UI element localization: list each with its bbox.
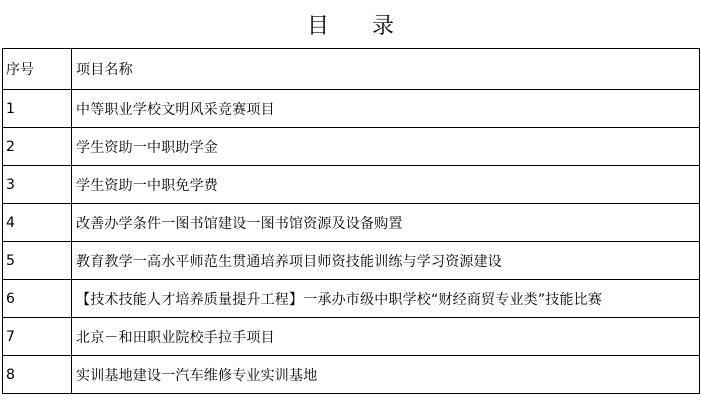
row-project-name: 中等职业学校文明风采竞赛项目 (72, 90, 700, 128)
header-project-name: 项目名称 (72, 49, 700, 90)
project-table (2, 48, 700, 394)
row-number: 6 (3, 280, 72, 318)
table-header-row (3, 49, 700, 90)
table-row (3, 166, 700, 204)
row-number: 4 (3, 204, 72, 242)
row-project-name: 【技术技能人才培养质量提升工程】一承办市级中职学校“财经商贸专业类”技能比赛 (72, 280, 700, 318)
row-project-name: 改善办学条件一图书馆建设一图书馆资源及设备购置 (72, 204, 700, 242)
row-number: 7 (3, 318, 72, 356)
table-row (3, 204, 700, 242)
table-row (3, 318, 700, 356)
row-number: 3 (3, 166, 72, 204)
row-number: 2 (3, 128, 72, 166)
header-serial-number: 序号 (3, 49, 72, 90)
row-number: 5 (3, 242, 72, 280)
table-row (3, 356, 700, 394)
row-number: 1 (3, 90, 72, 128)
row-project-name: 实训基地建设一汽车维修专业实训基地 (72, 356, 700, 394)
table-row (3, 90, 700, 128)
row-project-name: 学生资助一中职助学金 (72, 128, 700, 166)
document-title: 目 录 (307, 13, 412, 39)
row-project-name: 北京－和田职业院校手拉手项目 (72, 318, 700, 356)
row-number: 8 (3, 356, 72, 394)
table-row (3, 242, 700, 280)
table-row (3, 128, 700, 166)
row-project-name: 教育教学一高水平师范生贯通培养项目师资技能训练与学习资源建设 (72, 242, 700, 280)
table-row (3, 280, 700, 318)
row-project-name: 学生资助一中职免学费 (72, 166, 700, 204)
